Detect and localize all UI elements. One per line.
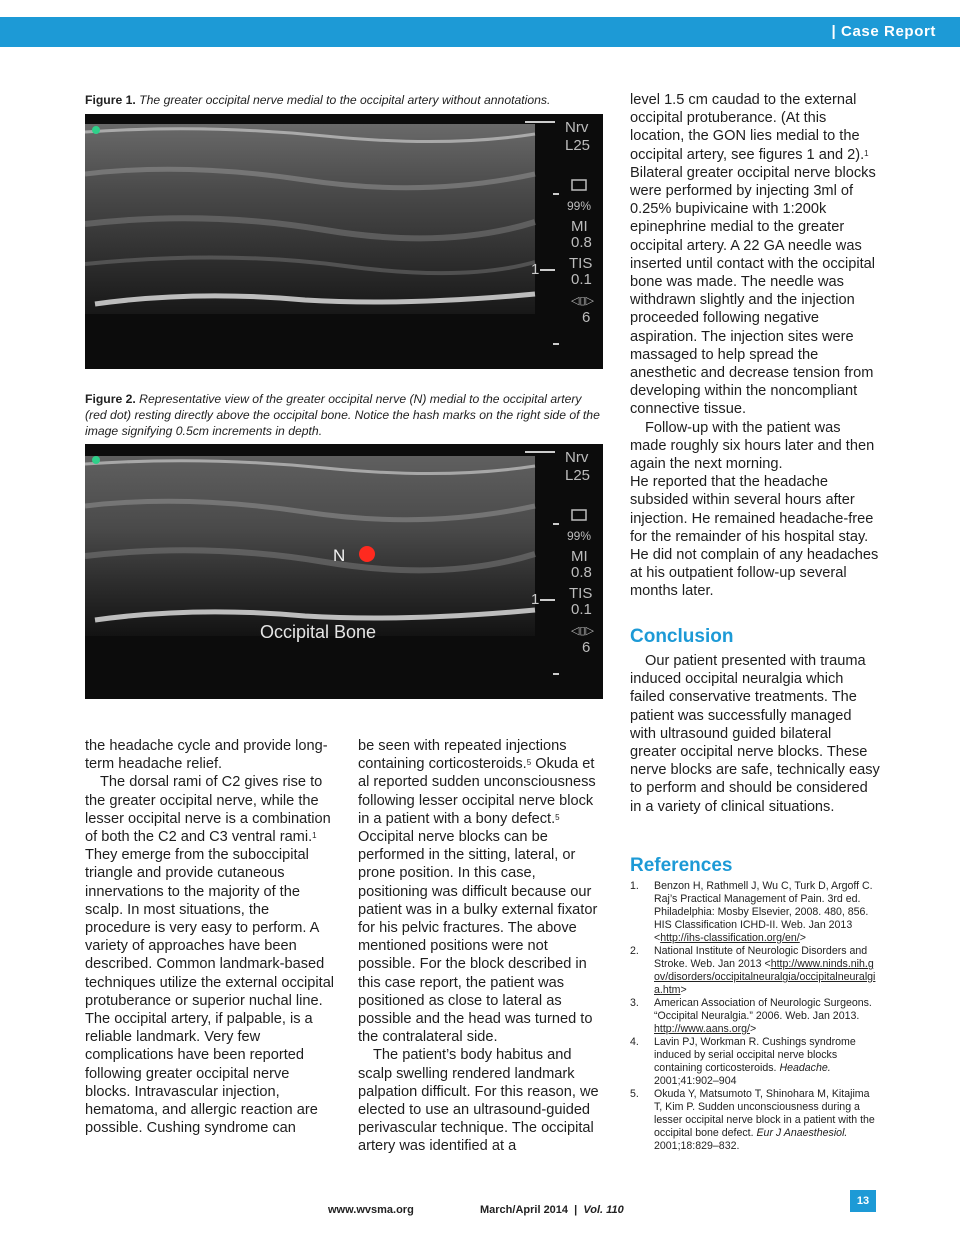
figure2-caption-text: Representative view of the greater occipital nerve (N) medial to the occipital artery (red dot) resting directly above the occipital bone. Notice the hash marks on the right side of the image signifying 0.5cm increments in depth. <box>85 392 600 438</box>
citation-sup: 1 <box>312 831 317 841</box>
footer-issue-date: March/April 2014 | <box>480 1204 584 1216</box>
right-paragraph-2: Follow-up with the patient was made roughly six hours later and then again the next morning. <box>630 419 875 473</box>
reference-text: 2001;18:829–832. <box>654 1140 740 1152</box>
reference-text: National Institute of Neurologic Disorders and Stroke. Web. Jan 2013 < <box>654 945 868 970</box>
mid-paragraph-1-text-c: Occipital nerve blocks can be performed in the sitting, lateral, or prone position. In this case, positioning was difficult because our patient was in a bulky external fixator for his pelvic fractures. The above mentioned positions were not possible. For the block described in this case report, the patient was positioned as close to lateral as possible and the head was turned to the contralateral side. <box>358 829 598 1046</box>
figure2-readout-2: 99% <box>567 529 592 543</box>
figure2-readout-6: 0.1 <box>571 601 592 618</box>
figure1-readout-0: Nrv <box>565 119 589 136</box>
figure1-readout-1: L25 <box>565 137 591 154</box>
conclusion-heading: Conclusion <box>630 626 734 647</box>
figure1-readout-2: 99% <box>567 199 592 213</box>
reference-text: 2001;41:902–904 <box>654 1075 737 1087</box>
section-label: | Case Report <box>831 23 936 40</box>
left-paragraph-2-text-b: They emerge from the suboccipital triangle and provide cutaneous innervations to the majority of the scalp. In most situations, the procedure is very easy to perform. A variety of approaches have been described. Common landmark-based techniques utilize the external occipital protuberance or superior nuchal line. The occipital artery, if palpable, is a reliable landmark. Very few complications have been reported following greater occipital nerve blocks. Intravascular injection, hematoma, and allergic reaction are possible. Cushing syndrome can <box>85 847 335 1137</box>
left-paragraph-2-text-a: The dorsal rami of C2 gives rise to the greater occipital nerve, while the lesser occipital nerve is a combination of both the C2 and C3 ventral rami. <box>85 774 331 846</box>
right-paragraph-1-text-b: Bilateral greater occipital nerve blocks were performed by injecting 3ml of 0.25% bupivicaine with 1:200k epinephrine medial to the greater occipital artery. A 22 GA needle was inserted until contact with the occipital bone was made. The needle was withdrawn slightly and the injection proceeded following negative aspiration. The injection sites were massaged to help spread the anesthetic and decrease tension from developing within the noncompliant connective tissue. <box>630 164 876 418</box>
reference-number: 3. <box>630 997 639 1009</box>
occipital-artery-marker <box>359 546 375 562</box>
reference-link[interactable]: http://www.aans.org/ <box>654 1023 750 1035</box>
conclusion-paragraph: Our patient presented with trauma induced occipital neuralgia which failed conservative treatments. The patient was successfully managed with ultrasound guided bilateral greater occipital nerve blocks. These nerve blocks are safe, technically easy to perform and should be considered in a variety of clinical situations. <box>630 653 880 815</box>
page-number: 13 <box>850 1190 876 1212</box>
figure2-ultrasound-image <box>85 444 603 699</box>
figure1-readout-6: 0.1 <box>571 271 592 288</box>
citation-sup: 5 <box>526 758 532 768</box>
figure1-caption-text: The greater occipital nerve medial to the occipital artery without annotations. <box>135 93 551 107</box>
reference-text: > <box>799 932 806 944</box>
status-indicator-icon <box>92 126 100 134</box>
right-paragraph-3: He reported that the headache subsided within several hours after injection. He remained headache-free for the remainder of his hospital stay. He did not complain of any headaches at his outpatient follow-up several months later. <box>630 474 879 600</box>
figure2-readout-5: TIS <box>569 585 593 602</box>
right-paragraph-1 <box>630 91 880 419</box>
references-list <box>630 880 878 1153</box>
footer-site-link[interactable]: www.wvsma.org <box>328 1204 414 1216</box>
right-paragraph-1-text-a: level 1.5 cm caudad to the external occipital protuberance. (At this location, the GON lies medial to the occipital artery, see figures 1 and 2). <box>630 92 865 163</box>
nerve-label: N <box>333 546 346 565</box>
figure1-caption <box>85 92 605 108</box>
mid-paragraph-1 <box>358 737 604 1046</box>
figure2-caption <box>85 391 600 439</box>
reference-item <box>630 945 878 997</box>
reference-item <box>630 1036 878 1088</box>
reference-number: 4. <box>630 1036 639 1048</box>
footer-issue <box>480 1204 624 1216</box>
reference-journal: Eur J Anaesthesiol. <box>756 1127 848 1139</box>
figure2-readout-7: 6 <box>582 639 591 656</box>
status-indicator-icon <box>92 456 100 464</box>
figure1-readout-4: 0.8 <box>571 234 592 251</box>
reference-number: 5. <box>630 1088 639 1100</box>
reference-text: Okuda Y, Matsumoto T, Shinohara M, Kitajima T, Kim P. Sudden unconsciousness during a lesser occipital nerve block in a patient with the occipital bone defect. <box>654 1088 875 1139</box>
reference-item <box>630 997 878 1036</box>
left-paragraph-2 <box>85 773 335 1137</box>
citation-sup: 5 <box>555 812 560 822</box>
figure2-readout-0: Nrv <box>565 449 589 466</box>
mid-paragraph-2: The patient’s body habitus and scalp swelling rendered landmark palpation difficult. For this reason, we elected to use an ultrasound-guided perivascular technique. The occipital artery was identified at a <box>358 1047 599 1155</box>
reference-text: Benzon H, Rathmell J, Wu C, Turk D, Argoff C. Raj’s Practical Management of Pain. 3rd ed. Philadelphia: Mosby Elsevier, 2008. 480, 856. HIS Classification ICHD-II. Web. Jan 2013 < <box>654 880 873 944</box>
occipital-bone-label: Occipital Bone <box>260 622 377 642</box>
figure1-scale-mark: 1 <box>531 261 540 278</box>
figure1-readout-7: 6 <box>582 309 591 326</box>
figure1-ultrasound-image <box>85 114 603 369</box>
reference-number: 1. <box>630 880 639 892</box>
reference-item <box>630 880 878 945</box>
right-column <box>630 91 880 601</box>
citation-sup: 1 <box>864 148 869 158</box>
reference-text: > <box>749 1023 757 1035</box>
conclusion-text-block <box>630 652 880 816</box>
footer-volume: Vol. 110 <box>583 1204 624 1216</box>
middle-column <box>358 737 604 1156</box>
reference-journal: Headache. <box>779 1062 831 1074</box>
left-paragraph-1: the headache cycle and provide long-term headache relief. <box>85 738 328 773</box>
header-bar <box>0 17 960 47</box>
mid-paragraph-1-text-a: be seen with repeated injections containing corticosteroids. <box>358 738 567 773</box>
figure1-readout-5: TIS <box>569 255 593 272</box>
figure2-readout-3: MI <box>571 548 588 565</box>
reference-link[interactable]: http://ihs-classification.org/en/ <box>660 932 800 944</box>
left-column <box>85 737 335 1137</box>
figure2-readout-1: L25 <box>565 467 591 484</box>
reference-text: Lavin PJ, Workman R. Cushings syndrome induced by serial occipital nerve blocks containing corticosteroids. <box>654 1036 856 1074</box>
reference-number: 2. <box>630 945 639 957</box>
mid-paragraph-1-text-b: Okuda et al reported sudden unconsciousness following lesser occipital nerve block in a patient with a bony defect. <box>358 756 596 827</box>
figure2-caption-label: Figure 2. <box>85 392 136 406</box>
references-heading: References <box>630 855 733 876</box>
reference-item <box>630 1088 878 1153</box>
reference-link[interactable]: http://www.ninds.nih.gov/disorders/occipitalneuralgia/occipitalneuralgia.htm <box>654 958 876 996</box>
reference-text: > <box>680 984 687 996</box>
figure2-scale-mark: 1 <box>531 591 540 608</box>
focus-arrows-icon: ◁▯▷ <box>571 625 594 637</box>
figure1-caption-label: Figure 1. <box>85 93 136 107</box>
reference-text: American Association of Neurologic Surgeons. “Occipital Neuralgia.” 2006. Web. Jan 2013. <box>654 997 872 1022</box>
focus-arrows-icon: ◁▯▷ <box>571 295 594 307</box>
figure2-readout-4: 0.8 <box>571 564 592 581</box>
figure1-readout-3: MI <box>571 218 588 235</box>
